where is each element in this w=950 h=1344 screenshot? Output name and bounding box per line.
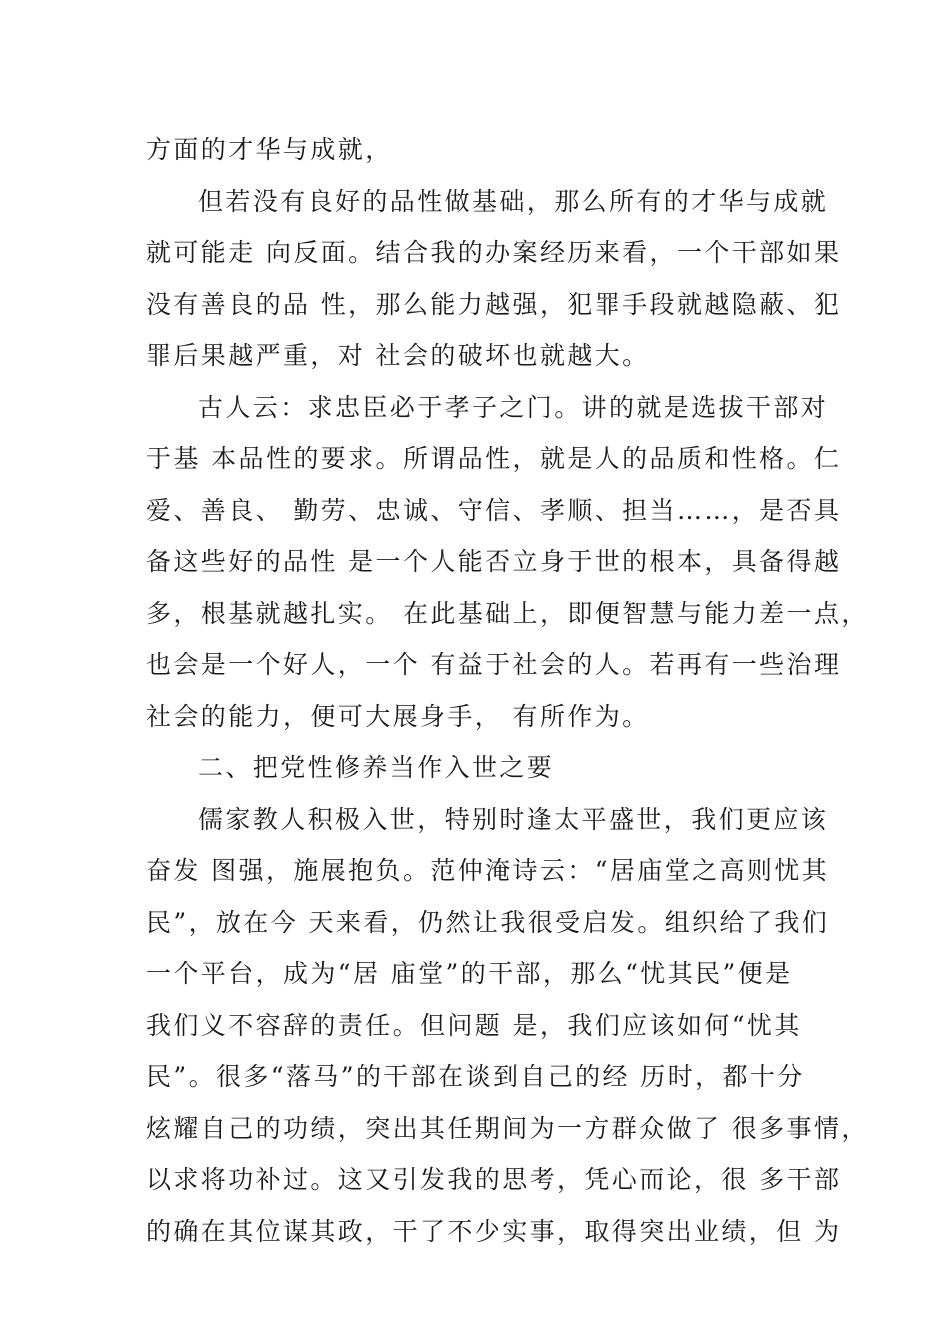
text-line: 社会的能力，便可大展身手， 有所作为。 xyxy=(146,701,650,731)
document-body xyxy=(146,124,869,1257)
text-line: 爱、善良、 勤劳、忠诚、守信、孝顺、担当……，是否具 xyxy=(146,495,842,525)
text-line: 多，根基就越扎实。 在此基础上，即便智慧与能力差一点， xyxy=(146,598,869,628)
text-line: 以求将功补过。这又引发我的思考，凭心而论，很 多干部 xyxy=(146,1165,842,1194)
text-line: 民”，放在今 天来看，仍然让我很受启发。组织给了我们 xyxy=(146,907,830,937)
text-line: 也会是一个好人，一个 有益于社会的人。若再有一些治理 xyxy=(146,650,842,679)
text-line: 奋发 图强，施展抱负。范仲淹诗云：“居庙堂之高则忧其 xyxy=(146,856,830,885)
text-line: 就可能走 向反面。结合我的办案经历来看，一个干部如果 xyxy=(146,238,842,267)
text-line: 炫耀自己的功绩，突出其任期间为一方群众做了 很多事情， xyxy=(146,1113,869,1143)
text-line: 罪后果越严重，对 社会的破坏也就越大。 xyxy=(146,341,650,370)
text-line: 的确在其位谋其政，干了不少实事，取得突出业绩，但 为 xyxy=(146,1216,842,1246)
paragraph-start-line: 儒家教人积极入世，特别时逢太平盛世，我们更应该 xyxy=(198,804,829,834)
text-line: 备这些好的品性 是一个人能否立身于世的根本，具备得越 xyxy=(146,547,842,576)
section-heading: 二、把党性修养当作入世之要 xyxy=(198,753,555,782)
text-line: 没有善良的品 性，那么能力越强，犯罪手段就越隐蔽、犯 xyxy=(146,289,842,319)
text-line: 民”。很多“落马”的干部在谈到自己的经 历时，都十分 xyxy=(146,1062,805,1091)
text-line: 方面的才华与成就， xyxy=(146,135,393,164)
paragraph-start-line: 但若没有良好的品性做基础，那么所有的才华与成就 xyxy=(198,186,829,216)
paragraph-start-line: 古人云：求忠臣必于孝子之门。讲的就是选拔干部对 xyxy=(198,392,829,422)
text-line: 我们义不容辞的责任。但问题 是，我们应该如何“忧其 xyxy=(146,1010,802,1040)
text-line: 一个平台，成为“居 庙堂”的干部，那么“忧其民”便是 xyxy=(146,959,793,988)
text-line: 于基 本品性的要求。所谓品性，就是人的品质和性格。仁 xyxy=(146,444,842,473)
